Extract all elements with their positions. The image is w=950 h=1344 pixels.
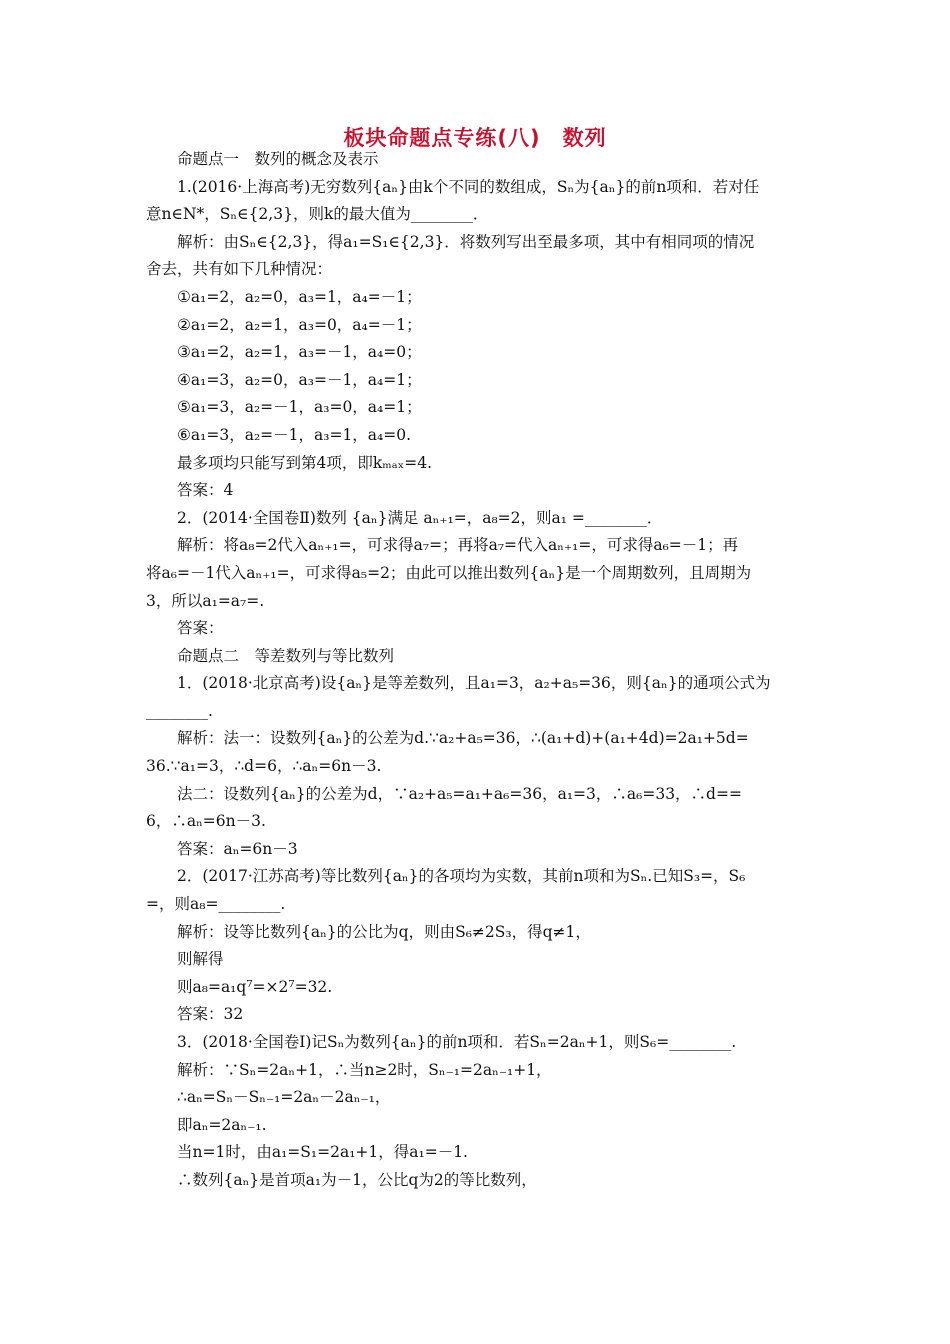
text-line: 2．(2017·江苏高考)等比数列{aₙ}的各项均为实数，其前n项和为Sₙ.已知S₃=，S₆ [177,867,746,886]
text-line: ⑤a₁=3，a₂=－1，a₃=0，a₄=1； [177,398,422,417]
text-line: 36.∵a₁=3，∴d=6，∴aₙ=6n－3. [146,757,382,776]
text-line: 答案： [177,619,224,638]
text-line: 3．(2018·全国卷Ⅰ)记Sₙ为数列{aₙ}的前n项和．若Sₙ=2aₙ+1，则S₆=________. [177,1033,737,1051]
text-line: 舍去，共有如下几种情况： [146,260,333,279]
text-line: 最多项均只能写到第4项，即kₘₐₓ=4. [177,453,433,472]
page-title: 板块命题点专练(八) 数列 [343,126,607,150]
text-line: ④a₁=3，a₂=0，a₃=－1，a₄=1； [177,370,422,389]
text-line: ∴aₙ=Sₙ－Sₙ₋₁=2aₙ－2aₙ₋₁， [177,1088,391,1107]
text-line: 答案：4 [177,481,234,500]
text-line: 当n=1时，由a₁=S₁=2a₁+1，得a₁=－1. [177,1143,468,1162]
text-line: 即aₙ=2aₙ₋₁. [177,1115,267,1134]
text-line: ①a₁=2，a₂=0，a₃=1，a₄=－1； [177,287,422,306]
document-body [146,146,808,1195]
text-line: 解析：将a₈=2代入aₙ₊₁=，可求得a₇=；再将a₇=代入aₙ₊₁=，可求得a₆=－1；再 [177,536,739,555]
text-line: =，则a₈=________. [146,895,286,914]
text-line: 解析：设等比数列{aₙ}的公比为q，则由S₆≠2S₃，得q≠1， [177,922,591,941]
section-heading: 命题点一 数列的概念及表示 [177,150,379,168]
text-line: 答案：aₙ=6n－3 [177,839,298,858]
text-line: 6，∴aₙ=6n－3. [146,812,266,831]
text-line: 解析：∵Sₙ=2aₙ+1，∴当n≥2时，Sₙ₋₁=2aₙ₋₁+1， [177,1060,552,1079]
section-heading: 命题点二 等差数列与等比数列 [177,646,395,665]
text-line: 1.(2016·上海高考)无穷数列{aₙ}由k个不同的数组成，Sₙ为{aₙ}的前n项和．若对任 [177,177,760,196]
text-line: 解析：法一：设数列{aₙ}的公差为d.∵a₂+a₅=36，∴(a₁+d)+(a₁+4d)=2a₁+5d= [177,729,749,748]
text-line: ②a₁=2，a₂=1，a₃=0，a₄=－1； [177,315,422,334]
text-line: 则a₈=a₁q⁷=×2⁷=32. [177,977,333,996]
text-line: 法二：设数列{aₙ}的公差为d，∵a₂+a₅=a₁+a₆=36，a₁=3，∴a₆=33，∴d== [177,784,742,803]
text-line: 2．(2014·全国卷Ⅱ)数列 {aₙ}满足 aₙ₊₁=，a₈=2，则a₁ =________． [177,508,663,527]
text-line: ⑥a₁=3，a₂=－1，a₃=1，a₄=0. [177,425,412,444]
text-line: ________. [146,701,213,720]
text-line: 将a₆=－1代入aₙ₊₁=，可求得a₅=2；由此可以推出数列{aₙ}是一个周期数列，且周期为 [146,563,752,582]
text-line: ③a₁=2，a₂=1，a₃=－1，a₄=0； [177,343,422,362]
text-line: 答案：32 [177,1005,244,1024]
text-line: 意n∈N*，Sₙ∈{2,3}，则k的最大值为________． [146,205,489,224]
text-line: 解析：由Sₙ∈{2,3}，得a₁=S₁∈{2,3}．将数列写出至最多项，其中有相同项的情况 [177,232,755,251]
text-line: ∴数列{aₙ}是首项a₁为－1，公比q为2的等比数列， [177,1170,537,1189]
text-line: 1．(2018·北京高考)设{aₙ}是等差数列，且a₁=3，a₂+a₅=36，则{aₙ}的通项公式为 [177,674,771,693]
text-line: 则解得 [177,950,224,969]
text-line: 3，所以a₁=a₇=. [146,591,265,610]
